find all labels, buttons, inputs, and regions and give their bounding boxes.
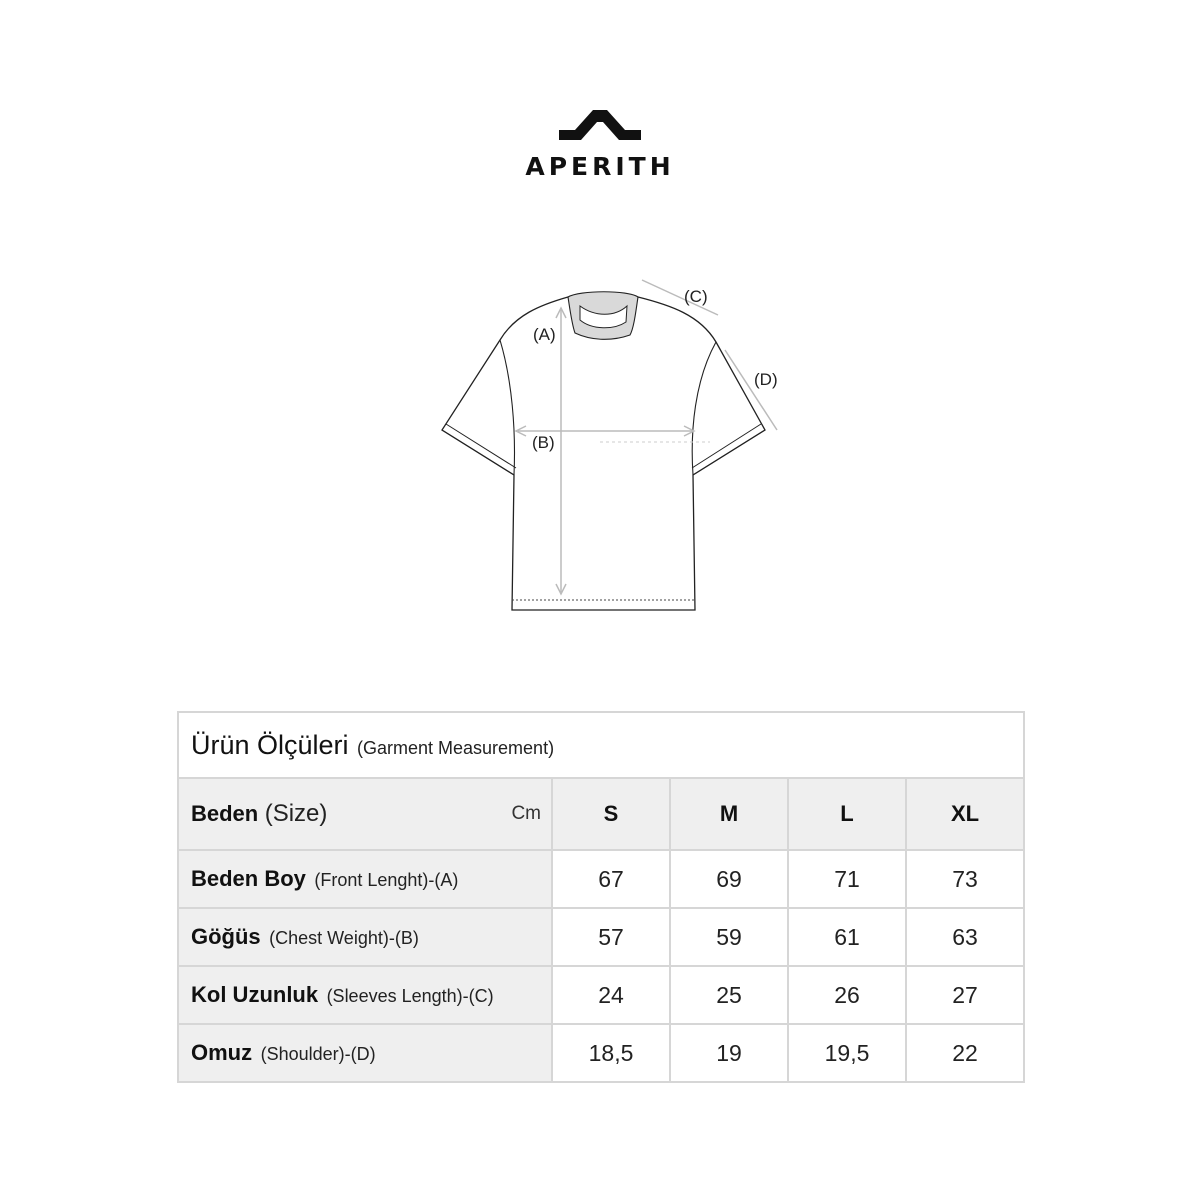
row-label: Göğüs <box>191 924 261 949</box>
value-cell: 26 <box>788 966 906 1024</box>
value-cell: 25 <box>670 966 788 1024</box>
table-row <box>178 966 1024 1024</box>
row-label-cell <box>178 908 552 966</box>
value-cell: 59 <box>670 908 788 966</box>
tshirt-measurement-diagram <box>420 270 800 630</box>
tshirt-outline <box>442 297 765 610</box>
value-cell: 22 <box>906 1024 1024 1082</box>
value-cell: 71 <box>788 850 906 908</box>
row-label-sub: (Sleeves Length)-(C) <box>326 986 494 1006</box>
aperith-logo-icon <box>557 108 643 142</box>
table-header-row <box>178 778 1024 850</box>
row-label-cell <box>178 966 552 1024</box>
header-label-sub: (Size) <box>264 800 328 827</box>
diagram-label-b: (B) <box>532 433 555 452</box>
value-cell: 19,5 <box>788 1024 906 1082</box>
row-label-cell <box>178 850 552 908</box>
size-header-l: L <box>788 778 906 850</box>
table-row <box>178 908 1024 966</box>
header-label: Beden <box>191 801 259 826</box>
table-title: Ürün Ölçüleri <box>191 729 349 760</box>
size-header-xl: XL <box>906 778 1024 850</box>
size-header-s: S <box>552 778 670 850</box>
diagram-label-c: (C) <box>684 287 708 306</box>
value-cell: 19 <box>670 1024 788 1082</box>
value-cell: 57 <box>552 908 670 966</box>
row-label: Omuz <box>191 1040 253 1065</box>
header-label-cell <box>178 778 552 850</box>
value-cell: 61 <box>788 908 906 966</box>
table-subtitle: (Garment Measurement) <box>357 737 555 758</box>
diagram-label-a: (A) <box>533 325 556 344</box>
size-header-m: M <box>670 778 788 850</box>
brand-name: APERITH <box>525 152 675 181</box>
value-cell: 24 <box>552 966 670 1024</box>
value-cell: 69 <box>670 850 788 908</box>
row-label-sub: (Chest Weight)-(B) <box>269 928 419 948</box>
value-cell: 27 <box>906 966 1024 1024</box>
row-label-sub: (Front Lenght)-(A) <box>314 870 459 890</box>
table-row <box>178 850 1024 908</box>
row-label: Kol Uzunluk <box>191 982 319 1007</box>
size-chart-table <box>177 711 1025 1083</box>
table-title-cell <box>178 712 1024 778</box>
table-row <box>178 1024 1024 1082</box>
value-cell: 63 <box>906 908 1024 966</box>
row-label-cell <box>178 1024 552 1082</box>
brand-logo <box>0 108 1200 181</box>
unit-label: Cm <box>511 803 541 824</box>
diagram-label-d: (D) <box>754 370 778 389</box>
value-cell: 18,5 <box>552 1024 670 1082</box>
row-label-sub: (Shoulder)-(D) <box>260 1044 376 1064</box>
value-cell: 73 <box>906 850 1024 908</box>
value-cell: 67 <box>552 850 670 908</box>
row-label: Beden Boy <box>191 866 306 891</box>
